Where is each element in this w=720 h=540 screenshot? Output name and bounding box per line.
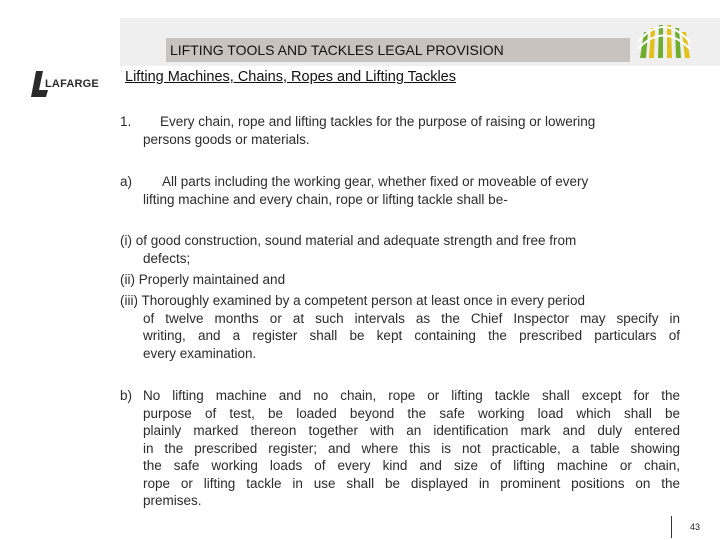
text-line: every examination. xyxy=(143,345,257,361)
title-bar xyxy=(166,38,630,62)
item-number: a) xyxy=(120,174,133,189)
text-line: of twelve months or at such intervals as the Chief Inspector may specify in xyxy=(143,310,680,326)
page-title: LIFTING TOOLS AND TACKLES LEGAL PROVISION xyxy=(170,42,504,58)
lafarge-wordmark: LAFARGE xyxy=(45,78,99,90)
lafarge-logo xyxy=(30,70,110,98)
sub-item-text: (i) of good construction, sound material and adequate strength and free from xyxy=(120,233,577,248)
fan-stripe-2 xyxy=(649,28,655,58)
text-line: the safe working loads of every kind and size of lifting machine or chain, xyxy=(143,458,680,473)
text-line: plainly marked thereon together with an identification mark and duly entered xyxy=(143,423,680,438)
sub-item-iii xyxy=(120,292,680,362)
item-text: Every chain, rope and lifting tackles for the purpose of raising or lowering xyxy=(160,114,596,129)
sub-item-text: (iii) Thoroughly examined by a competent person at least once in every period xyxy=(120,293,586,308)
item-text: All parts including the working gear, whether fixed or moveable of every xyxy=(162,174,589,189)
page-number: 43 xyxy=(690,522,701,532)
item-number: b) xyxy=(120,388,133,403)
item-number: 1. xyxy=(120,114,132,129)
item-text xyxy=(143,387,680,510)
list-item-b xyxy=(120,387,680,510)
fan-stripe-3 xyxy=(658,25,663,58)
subtitle: Lifting Machines, Chains, Ropes and Lifting Tackles xyxy=(125,69,457,85)
fan-stripe-4 xyxy=(667,25,672,58)
item-text-continued: lifting machine and every chain, rope or lifting tackle shall be- xyxy=(143,191,508,207)
text-line: No lifting machine and no chain, rope or lifting tackle shall except for the xyxy=(143,388,680,403)
list-item-a xyxy=(120,173,680,208)
text-line: writing, and a register shall be kept containing the prescribed particulars of xyxy=(143,328,680,343)
item-text-continued: persons goods or materials. xyxy=(143,131,310,147)
sub-item-i xyxy=(120,232,680,267)
sub-item-text-continued xyxy=(143,310,680,363)
brand-fan-logo xyxy=(634,18,692,58)
list-item-1 xyxy=(120,113,680,148)
sub-item-ii xyxy=(120,271,680,289)
sub-item-text-continued: defects; xyxy=(143,250,191,266)
text-line: premises. xyxy=(143,493,202,508)
text-line: purpose of test, be loaded beyond the safe working load which shall be xyxy=(143,405,680,421)
footer-divider xyxy=(671,516,672,538)
sub-item-text: (ii) Properly maintained and xyxy=(120,272,286,287)
text-line: in the prescribed register; and where this is not practicable, a table showing xyxy=(143,440,680,456)
text-line: rope or lifting tackle in use shall be displayed in prominent positions on the xyxy=(143,475,680,491)
